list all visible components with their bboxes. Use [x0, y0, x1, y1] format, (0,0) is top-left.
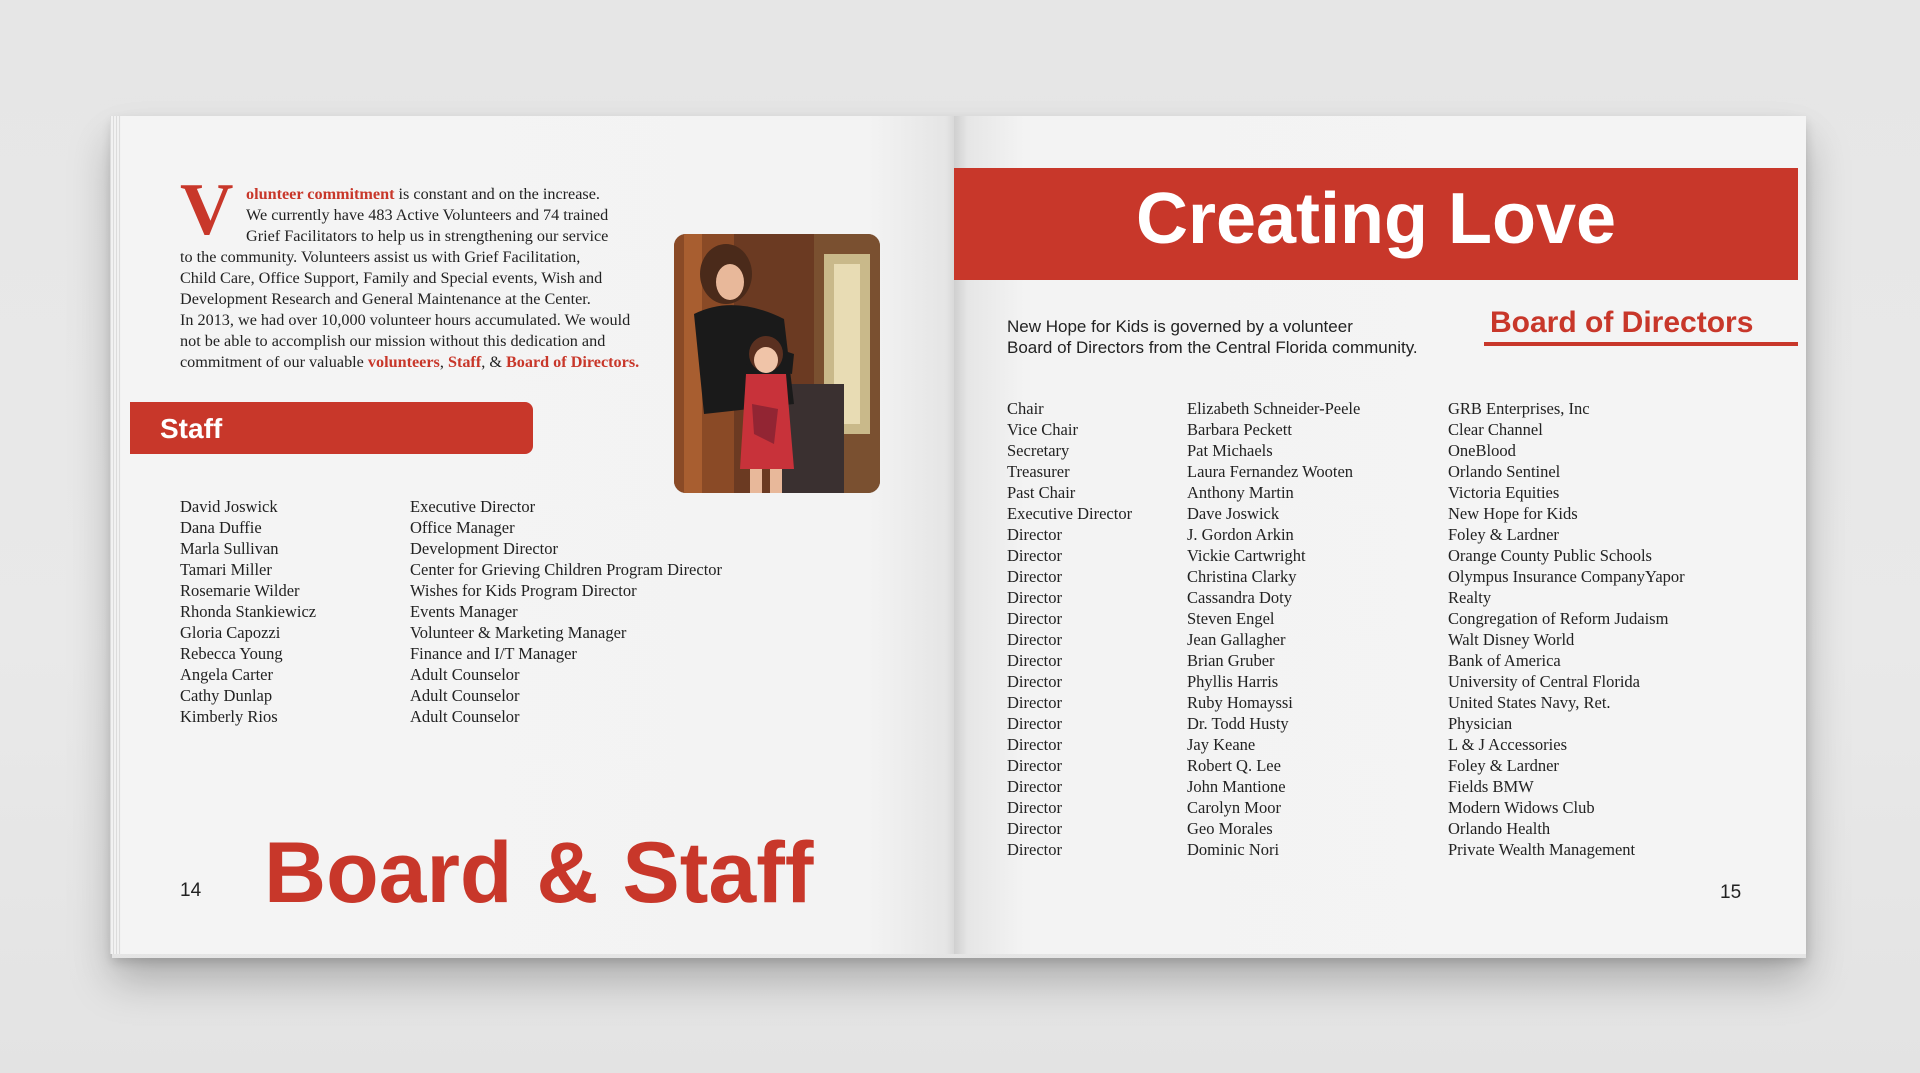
staff-title: Center for Grieving Children Program Director — [410, 560, 723, 579]
board-link: Board of Directors. — [505, 353, 640, 371]
board-role: Director — [1007, 609, 1062, 628]
board-member-organization: Walt Disney World — [1448, 630, 1575, 649]
volunteer-photo-illustration — [674, 234, 880, 493]
board-member-name: John Mantione — [1187, 777, 1286, 796]
staff-title: Finance and I/T Manager — [410, 644, 577, 663]
board-member-name: Elizabeth Schneider-Peele — [1187, 399, 1361, 418]
intro-lead: olunteer commitment — [246, 185, 395, 203]
staff-name: Tamari Miller — [180, 560, 272, 579]
board-member-organization: Victoria Equities — [1448, 483, 1560, 502]
board-staff-title: Board & Staff — [264, 825, 814, 921]
staff-title: Adult Counselor — [410, 707, 520, 726]
board-member-organization: Clear Channel — [1448, 420, 1543, 439]
board-member-name: Ruby Homayssi — [1187, 693, 1293, 712]
staff-name: Rebecca Young — [180, 644, 283, 663]
board-role: Director — [1007, 567, 1062, 586]
board-member-name: Geo Morales — [1187, 819, 1273, 838]
staff-title: Events Manager — [410, 602, 518, 621]
board-member-name: Cassandra Doty — [1187, 588, 1292, 607]
staff-name: Rhonda Stankiewicz — [180, 602, 317, 621]
board-member-name: Dominic Nori — [1187, 840, 1280, 859]
board-member-organization: Foley & Lardner — [1448, 525, 1559, 544]
board-member-name: Pat Michaels — [1187, 441, 1273, 460]
board-member-name: Christina Clarky — [1187, 567, 1297, 586]
board-member-name: Steven Engel — [1187, 609, 1275, 628]
staff-name: Kimberly Rios — [180, 707, 278, 726]
staff-title: Executive Director — [410, 497, 536, 516]
staff-names-column — [180, 496, 316, 727]
creating-love-title: Creating Love — [1135, 179, 1617, 259]
board-member-name: Vickie Cartwright — [1187, 546, 1306, 565]
volunteers-link: volunteers — [367, 353, 440, 371]
board-member-organization: United States Navy, Ret. — [1448, 693, 1611, 712]
board-member-organization: Foley & Lardner — [1448, 756, 1559, 775]
board-role: Director — [1007, 840, 1062, 859]
staff-name: Dana Duffie — [180, 518, 262, 537]
board-role: Director — [1007, 714, 1062, 733]
board-member-organization: University of Central Florida — [1448, 672, 1641, 691]
board-role: Treasurer — [1007, 462, 1070, 481]
board-member-name: Laura Fernandez Wooten — [1187, 462, 1354, 481]
board-role: Director — [1007, 798, 1062, 817]
board-role: Director — [1007, 651, 1062, 670]
board-role: Director — [1007, 525, 1062, 544]
staff-name: Rosemarie Wilder — [180, 581, 300, 600]
board-member-name: Dr. Todd Husty — [1187, 714, 1289, 733]
board-member-name: J. Gordon Arkin — [1187, 525, 1294, 544]
board-member-organization: L & J Accessories — [1448, 735, 1567, 754]
board-member-name: Barbara Peckett — [1187, 420, 1292, 439]
board-member-name: Phyllis Harris — [1187, 672, 1279, 691]
page-number-right: 15 — [1720, 882, 1742, 903]
board-role: Director — [1007, 630, 1062, 649]
staff-name: Marla Sullivan — [180, 539, 279, 558]
page-number-left: 14 — [180, 880, 202, 901]
board-member-organization: Congregation of Reform Judaism — [1448, 609, 1669, 628]
staff-name: Cathy Dunlap — [180, 686, 273, 705]
board-member-organization: Orlando Health — [1448, 819, 1551, 838]
board-role: Director — [1007, 588, 1062, 607]
intro-paragraph: olunteer commitment is constant and on the increase. We currently have 483 Active Volunteers and 74 trained Grief Facilitators to help us in strengthening our service to the community. Volunteers assist us with Grief Facilitation, Child Care, Office Support, Family and Special events, Wish and Development Research and General Maintenance at the Center. In 2013, we had over 10,000 volunteer hours accumulated. We would not be able to accomplish our mission without this dedication and commitment of our valuable volunteers, Staff, & Board of Directors. — [180, 185, 640, 371]
staff-title: Development Director — [410, 539, 558, 558]
board-role: Director — [1007, 735, 1062, 754]
staff-title: Volunteer & Marketing Manager — [410, 623, 627, 642]
board-role: Executive Director — [1007, 504, 1133, 523]
board-member-organization: Bank of America — [1448, 651, 1561, 670]
board-role: Director — [1007, 819, 1062, 838]
board-role: Chair — [1007, 399, 1044, 418]
board-of-directors-heading: Board of Directors — [1490, 306, 1754, 339]
board-member-name: Dave Joswick — [1187, 504, 1280, 523]
staff-title: Adult Counselor — [410, 665, 520, 684]
right-page — [954, 116, 1806, 954]
staff-name: David Joswick — [180, 497, 278, 516]
staff-title: Office Manager — [410, 518, 515, 537]
board-role: Secretary — [1007, 441, 1070, 460]
governed-text: New Hope for Kids is governed by a volunteer Board of Directors from the Central Florida community. — [1007, 317, 1418, 357]
board-role: Director — [1007, 672, 1062, 691]
board-member-name: Robert Q. Lee — [1187, 756, 1281, 775]
staff-heading: Staff — [160, 413, 223, 444]
staff-name: Angela Carter — [180, 665, 273, 684]
staff-title: Wishes for Kids Program Director — [410, 581, 637, 600]
left-page — [110, 116, 956, 954]
board-member-organization: OneBlood — [1448, 441, 1516, 460]
board-member-organization: Private Wealth Management — [1448, 840, 1636, 859]
board-member-organization: Orange County Public Schools — [1448, 546, 1652, 565]
organizations-column — [1448, 398, 1685, 860]
staff-title: Adult Counselor — [410, 686, 520, 705]
creating-love-banner — [954, 168, 1798, 280]
board-role: Director — [1007, 756, 1062, 775]
board-member-organization: Olympus Insurance CompanyYapor — [1448, 567, 1685, 586]
board-member-name: Carolyn Moor — [1187, 798, 1281, 817]
board-member-organization: New Hope for Kids — [1448, 504, 1578, 523]
board-member-organization: Modern Widows Club — [1448, 798, 1595, 817]
board-role: Director — [1007, 693, 1062, 712]
staff-titles-column — [410, 496, 722, 727]
board-member-name: Jean Gallagher — [1187, 630, 1286, 649]
staff-heading-bar — [130, 402, 533, 454]
board-member-name: Brian Gruber — [1187, 651, 1275, 670]
board-member-organization: Realty — [1448, 588, 1492, 607]
board-role: Past Chair — [1007, 483, 1076, 502]
board-member-organization: Orlando Sentinel — [1448, 462, 1561, 481]
page-edges — [110, 116, 120, 954]
heading-underline — [1484, 342, 1798, 346]
board-role: Vice Chair — [1007, 420, 1078, 439]
board-member-organization: GRB Enterprises, Inc — [1448, 399, 1590, 418]
volunteer-photo — [674, 234, 880, 493]
board-role: Director — [1007, 546, 1062, 565]
drop-cap: V — [180, 169, 234, 251]
board-member-name: Anthony Martin — [1187, 483, 1294, 502]
board-member-organization: Physician — [1448, 714, 1513, 733]
board-role: Director — [1007, 777, 1062, 796]
board-member-name: Jay Keane — [1187, 735, 1256, 754]
staff-name: Gloria Capozzi — [180, 623, 281, 642]
staff-link: Staff — [447, 353, 482, 371]
board-member-organization: Fields BMW — [1448, 777, 1534, 796]
roles-column — [1007, 398, 1132, 860]
names-column — [1187, 398, 1360, 860]
